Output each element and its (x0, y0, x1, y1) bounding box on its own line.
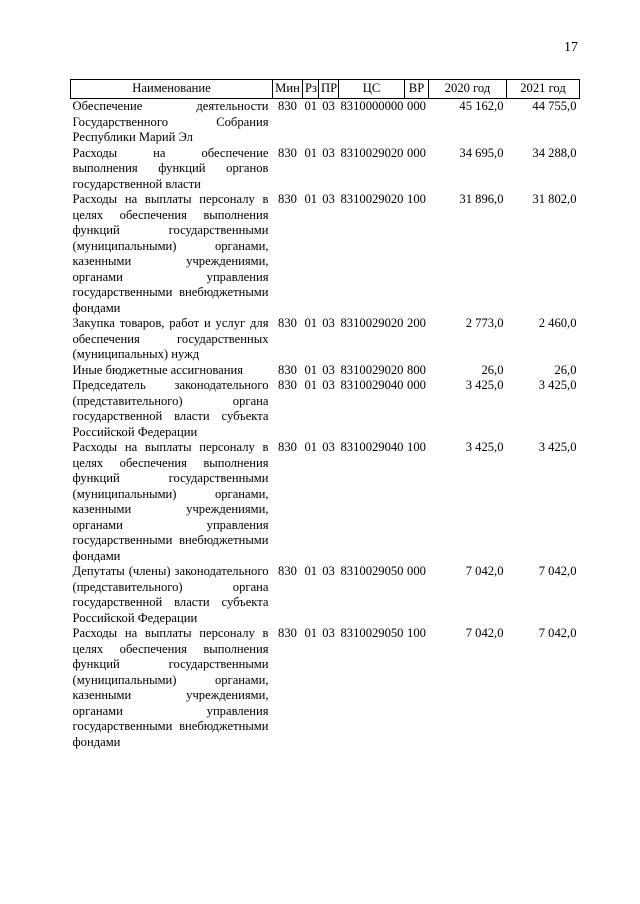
table-row (71, 192, 580, 316)
cell-vr: 000 (407, 145, 426, 160)
cell-2021: 2 460,0 (538, 316, 577, 330)
table-header-row (71, 80, 580, 99)
cell-2021: 3 425,0 (538, 440, 577, 454)
table-row (71, 564, 580, 626)
cell-name: Депутаты (члены) законодательного (представительного) органа государственной власти субъекта Российской Федерации (72, 564, 269, 625)
header-min: Мин (273, 80, 303, 99)
cell-pr: 03 (322, 192, 335, 206)
table-row (71, 146, 580, 193)
cell-2021: 44 755,0 (532, 99, 577, 113)
cell-rz: 01 (304, 99, 318, 113)
header-name: Наименование (71, 80, 273, 99)
cell-2021: 7 042,0 (538, 564, 577, 578)
cell-min: 830 (278, 564, 297, 578)
cell-cs: 8310029050 (340, 564, 404, 578)
cell-name: Расходы на выплаты персоналу в целях обеспечения выполнения функций государственными (муниципальными) органами, казенными учреждениями, органами управления государственными внебюджетными фондами (72, 192, 269, 315)
cell-2020: 34 695,0 (459, 145, 504, 160)
cell-2021: 3 425,0 (538, 378, 577, 392)
cell-rz: 01 (304, 564, 318, 578)
cell-2020: 45 162,0 (459, 99, 504, 113)
cell-rz: 01 (304, 192, 318, 206)
cell-rz: 01 (304, 145, 318, 160)
cell-cs: 8310029020 (340, 192, 404, 206)
cell-cs: 8310029040 (340, 378, 404, 392)
cell-name: Председатель законодательного (представительного) органа государственной власти субъекта Российской Федерации (72, 378, 269, 439)
header-2021: 2021 год (507, 80, 580, 99)
cell-rz: 01 (304, 362, 318, 377)
cell-pr: 03 (322, 145, 335, 160)
header-pr: ПР (319, 80, 339, 99)
cell-rz: 01 (304, 378, 318, 392)
cell-min: 830 (278, 316, 297, 330)
cell-2020: 7 042,0 (465, 626, 504, 640)
cell-vr: 200 (407, 316, 426, 330)
cell-cs: 8310029050 (340, 626, 404, 640)
cell-2020: 31 896,0 (459, 192, 504, 206)
cell-pr: 03 (322, 564, 335, 578)
cell-2021: 26,0 (554, 362, 577, 377)
table-row (71, 440, 580, 564)
cell-vr: 800 (407, 362, 426, 377)
cell-name: Иные бюджетные ассигнования (72, 362, 244, 377)
cell-2020: 3 425,0 (465, 378, 504, 392)
cell-rz: 01 (304, 440, 318, 454)
table-row (71, 99, 580, 146)
cell-min: 830 (278, 145, 297, 160)
cell-vr: 000 (407, 564, 426, 578)
cell-pr: 03 (322, 362, 335, 377)
cell-pr: 03 (322, 99, 335, 113)
cell-pr: 03 (322, 378, 335, 392)
cell-name: Расходы на выплаты персоналу в целях обеспечения выполнения функций государственными (муниципальными) органами, казенными учреждениями, органами управления государственными внебюджетными фондами (72, 440, 269, 563)
cell-min: 830 (278, 192, 297, 206)
cell-min: 830 (278, 99, 297, 113)
cell-2021: 31 802,0 (532, 192, 577, 206)
cell-pr: 03 (322, 626, 335, 640)
cell-vr: 100 (407, 626, 426, 640)
cell-vr: 100 (407, 440, 426, 454)
header-vr: ВР (405, 80, 429, 99)
cell-name: Расходы на обеспечение выполнения функций органов государственной власти (72, 145, 269, 191)
cell-pr: 03 (322, 316, 335, 330)
page-number: 17 (564, 40, 578, 55)
cell-rz: 01 (304, 316, 318, 330)
table-row (71, 363, 580, 379)
cell-cs: 8310029020 (340, 145, 404, 160)
cell-cs: 8310029020 (340, 362, 404, 377)
cell-2020: 2 773,0 (465, 316, 504, 330)
cell-cs: 8310029040 (340, 440, 404, 454)
budget-table (70, 79, 580, 750)
cell-pr: 03 (322, 440, 335, 454)
cell-cs: 8310029020 (340, 316, 404, 330)
cell-cs: 8310000000 (340, 99, 404, 113)
cell-2021: 34 288,0 (532, 145, 577, 160)
cell-2020: 3 425,0 (465, 440, 504, 454)
cell-min: 830 (278, 362, 297, 377)
cell-name: Обеспечение деятельности Государственного Собрания Республики Марий Эл (72, 99, 269, 144)
cell-name: Расходы на выплаты персоналу в целях обеспечения выполнения функций государственными (муниципальными) органами, казенными учреждениями, органами управления государственными внебюджетными фондами (72, 626, 269, 749)
cell-min: 830 (278, 378, 297, 392)
cell-min: 830 (278, 440, 297, 454)
cell-2020: 7 042,0 (465, 564, 504, 578)
table-row (71, 378, 580, 440)
cell-vr: 100 (407, 192, 426, 206)
header-cs: ЦС (339, 80, 405, 99)
header-2020: 2020 год (429, 80, 507, 99)
header-rz: Рз (303, 80, 319, 99)
cell-2020: 26,0 (481, 362, 504, 377)
table-row (71, 316, 580, 363)
cell-vr: 000 (407, 378, 426, 392)
cell-vr: 000 (407, 99, 426, 113)
cell-min: 830 (278, 626, 297, 640)
cell-2021: 7 042,0 (538, 626, 577, 640)
table-body (71, 99, 580, 751)
cell-name: Закупка товаров, работ и услуг для обеспечения государственных (муниципальных) нужд (72, 316, 269, 361)
table-row (71, 626, 580, 750)
cell-rz: 01 (304, 626, 318, 640)
